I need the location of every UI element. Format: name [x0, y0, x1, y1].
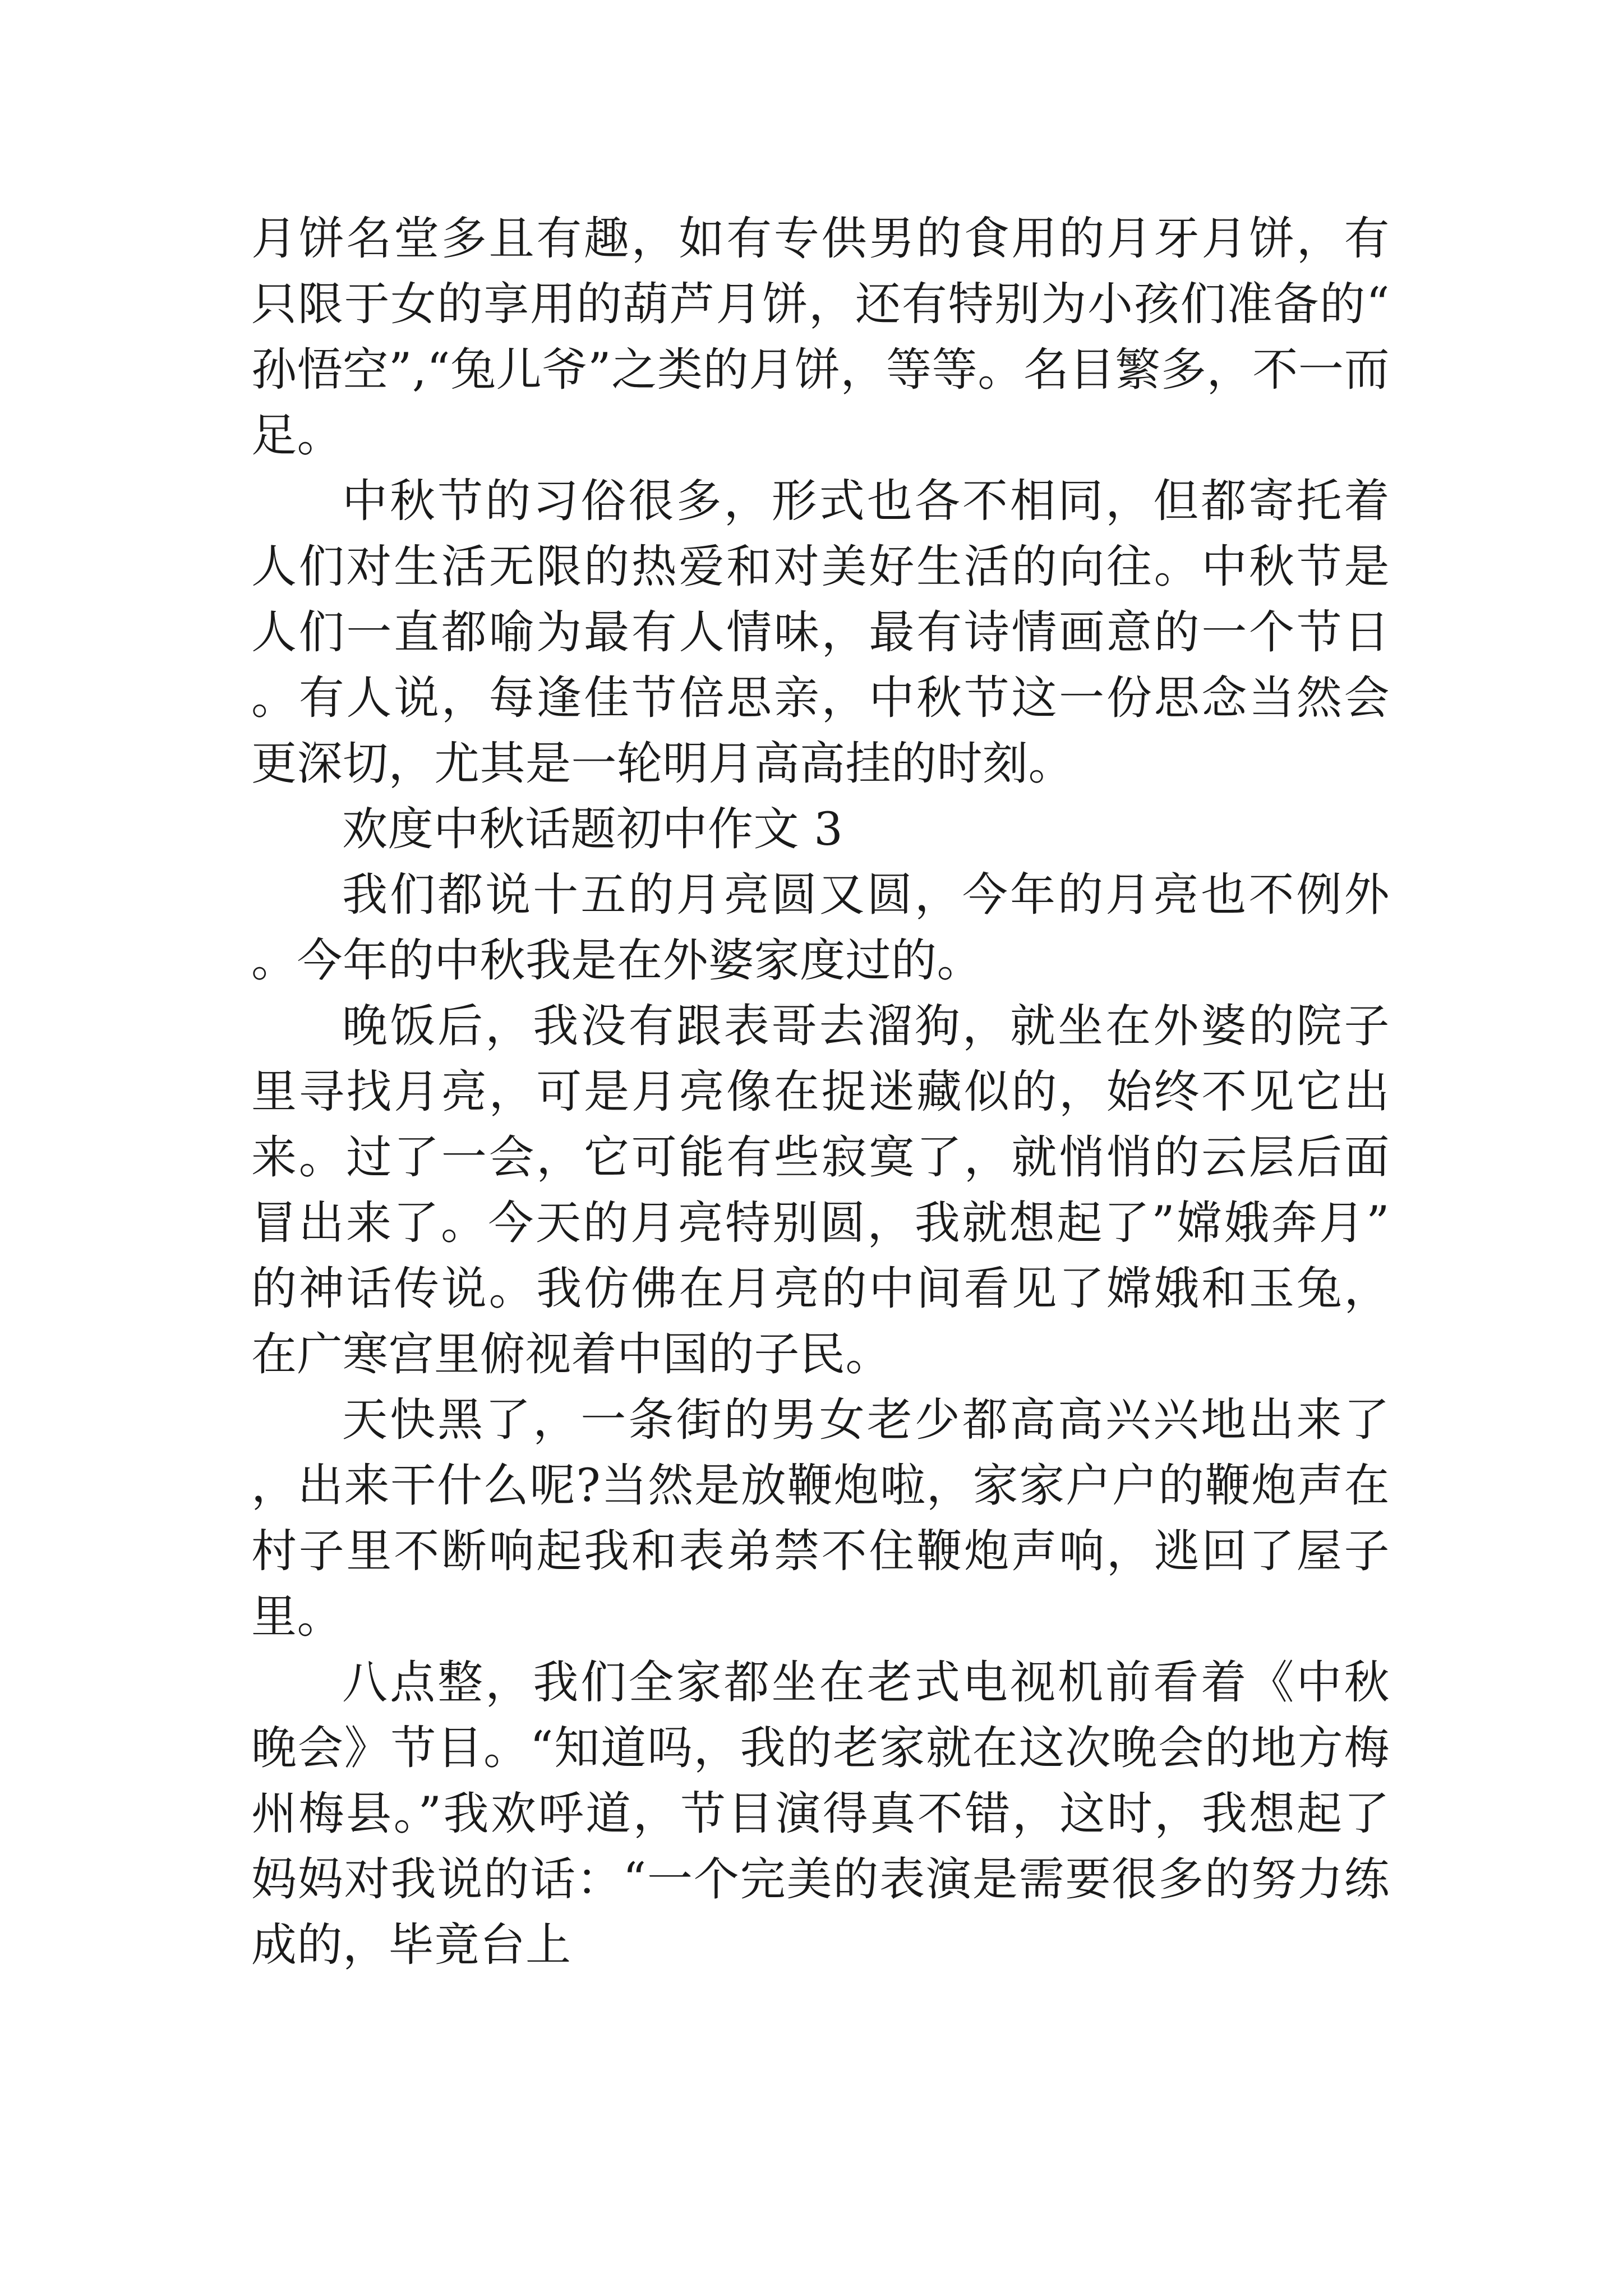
paragraph-firecrackers: 天快黑了，一条街的男女老少都高高兴兴地出来了，出来干什么呢?当然是放鞭炮啦，家家户户的鞭炮声在村子里不断响起我和表弟禁不住鞭炮声响，逃回了屋子里。	[251, 1394, 1390, 1644]
essay-title: 欢度中秋话题初中作文 3	[342, 803, 843, 856]
paragraph-gala-show: 八点整，我们全家都坐在老式电视机前看着《中秋晚会》节目。“知道吗，我的老家就在这次晚会的地方梅州梅县。”我欢呼道，节目演得真不错，这时，我想起了妈妈对我说的话：“一个完美的表演是需要很多的努力练成的，毕竟台上	[251, 1657, 1390, 1972]
paragraph-mooncake-names: 月饼名堂多且有趣，如有专供男的食用的月牙月饼，有只限于女的享用的葫芦月饼，还有特别为小孩们准备的“孙悟空”,“兔儿爷”之类的月饼，等等。名目繁多，不一而足。	[251, 213, 1390, 462]
paragraph-full-moon: 我们都说十五的月亮圆又圆，今年的月亮也不例外。今年的中秋我是在外婆家度过的。	[251, 869, 1390, 987]
paragraph-mid-autumn-customs: 中秋节的习俗很多，形式也各不相同，但都寄托着人们对生活无限的热爱和对美好生活的向往。中秋节是人们一直都喻为最有人情味，最有诗情画意的一个节日。有人说，每逢佳节倍思亲，中秋节这一份思念当然会更深切，尤其是一轮明月高高挂的时刻。	[251, 475, 1390, 790]
document-body	[251, 206, 1390, 1978]
paragraph-after-dinner: 晚饭后，我没有跟表哥去溜狗，就坐在外婆的院子里寻找月亮，可是月亮像在捉迷藏似的，始终不见它出来。过了一会，它可能有些寂寞了，就悄悄的云层后面冒出来了。今天的月亮特别圆，我就想起了”嫦娥奔月”的神话传说。我仿佛在月亮的中间看见了嫦娥和玉兔，在广寒宫里俯视着中国的子民。	[251, 1000, 1390, 1381]
